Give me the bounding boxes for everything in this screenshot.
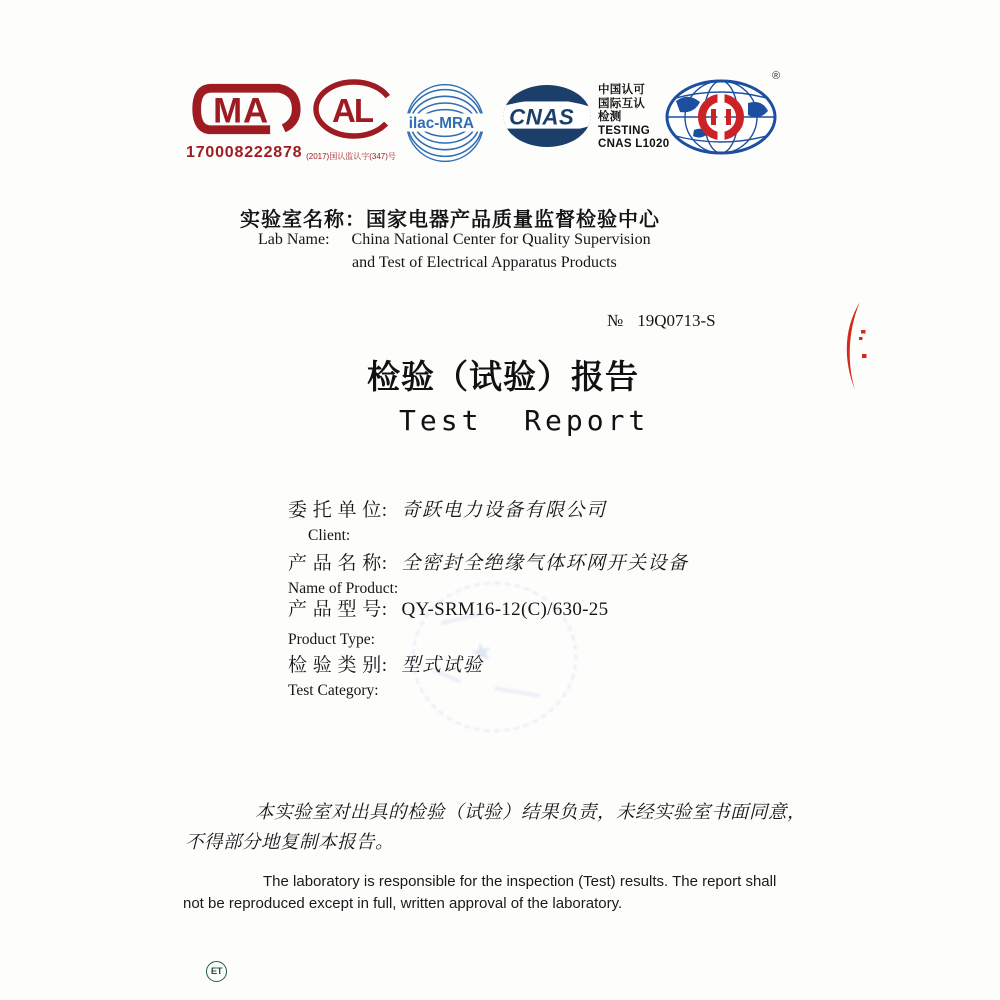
registered-trademark-symbol: ® [772,70,781,82]
al-letters: AL [332,92,372,129]
report-title-cn: 检验（试验）报告 [367,358,639,395]
accreditation-line: 国际互认 [598,97,646,110]
red-seal-edge-artifact [839,301,869,396]
cma-letters: MA [213,91,270,131]
al-mark-icon [311,79,397,143]
accreditation-line: TESTING [598,124,650,137]
numero-symbol: № [607,311,624,330]
cma-certificate-number: 170008222878 [186,144,303,161]
field-test-category-value: 型式试验 [401,655,484,676]
cma-mark-icon [186,80,304,138]
globe-icon [664,76,780,156]
ghost-stamp-mark [494,686,540,698]
field-test-category-cn-line [288,650,484,677]
field-product-name-cn-line [288,548,689,575]
al-caption: (2017)国认监认字(347)号 [306,152,396,161]
field-client-en-label: Client: [308,527,351,544]
ilac-mra-icon [403,82,487,164]
field-product-name-en-label: Name of Product: [288,580,399,597]
field-test-category [288,650,484,700]
statement-cn-line1: 本实验室对出具的检验（试验）结果负责，未经实验室书面同意， [255,803,807,823]
field-product-type [288,594,608,649]
field-client-cn-label: 委 托 单 位: [288,500,388,521]
field-product-type-cn-line [288,594,608,621]
et-letters: ET [210,966,223,977]
ilac-mra-label: ilac-MRA [408,115,475,133]
seal-crescent-icon [839,301,869,391]
field-product-type-value: QY-SRM16-12(C)/630-25 [401,599,609,620]
field-product-type-en-label: Product Type: [288,631,375,648]
et-circle-mark [206,961,227,982]
lab-name-en-line1 [258,231,651,249]
field-client-value: 奇跃电力设备有限公司 [401,500,607,521]
lab-name-cn: 实验室名称：国家电器产品质量监督检验中心 [240,209,660,231]
report-title-en: Test Report [399,404,650,437]
field-product-name-value: 全密封全绝缘气体环网开关设备 [401,553,689,574]
al-logo [308,79,400,162]
lab-name-en-value: China National Center for Quality Supervision [351,231,651,248]
statement-en-line1: The laboratory is responsible for the inspection (Test) results. The report shall [263,873,777,890]
field-client [288,495,607,545]
report-number [607,311,716,331]
field-product-type-cn-label: 产 品 型 号: [288,599,388,620]
ilac-mra-logo [403,82,487,169]
lab-name-en-line2: and Test of Electrical Apparatus Products [352,254,617,271]
cnas-logo [502,84,592,153]
accreditation-line: 检测 [598,111,622,123]
field-product-name [288,548,689,598]
accreditation-line: CNAS L1020 [598,138,670,150]
field-test-category-cn-label: 检 验 类 别: [288,655,388,676]
cma-logo [186,80,308,162]
lab-name-en-label: Lab Name: [258,231,330,248]
field-client-cn-line [288,495,607,522]
statement-cn-line2: 不得部分地复制本报告。 [185,833,395,853]
cnas-label: CNAS [509,104,575,130]
globe-certification-logo [664,70,781,161]
accreditation-text [598,84,669,152]
statement-en [183,871,838,914]
field-test-category-en-label: Test Category: [288,682,379,699]
accreditation-line: 中国认可 [598,84,646,96]
cnas-icon [502,84,592,148]
statement-en-line2: not be reproduced except in full, written approval of the laboratory. [183,894,623,912]
report-number-value: 19Q0713-S [637,311,716,330]
ghost-stamp-star-icon: ★ [467,634,497,670]
statement-cn [185,798,840,858]
field-product-name-cn-label: 产 品 名 称: [288,553,388,574]
